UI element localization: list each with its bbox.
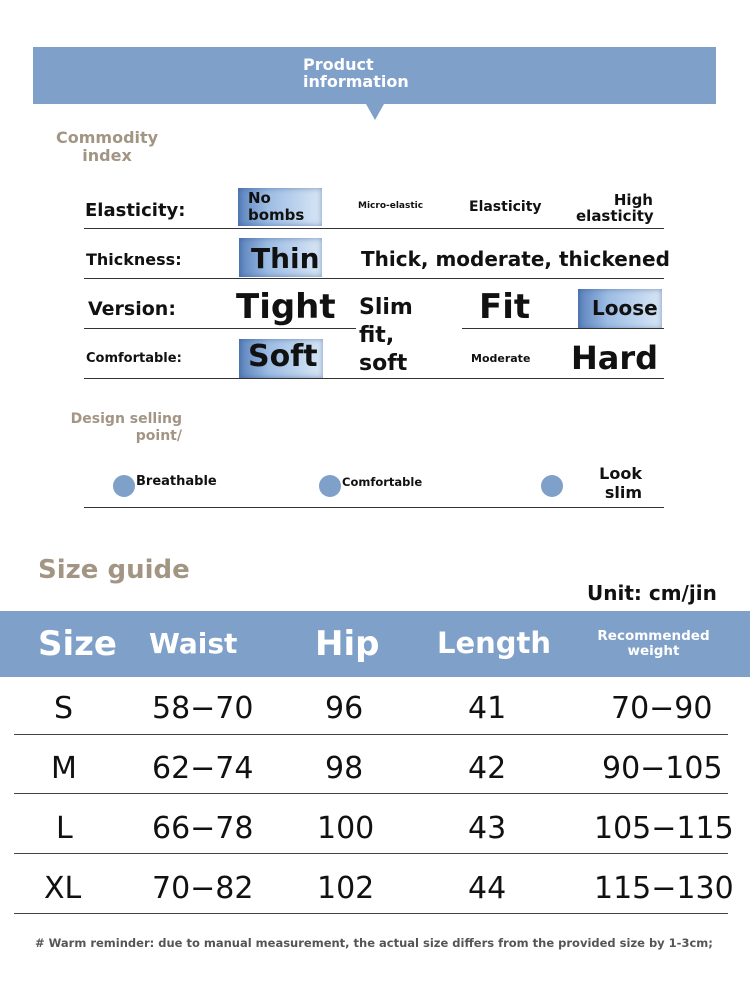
cell-hip-s: 96 bbox=[325, 691, 364, 726]
index-row-divider bbox=[84, 328, 356, 329]
thickness-option-thick: Thick, moderate, thickened bbox=[361, 247, 670, 271]
unit-label: Unit: cm/jin bbox=[587, 581, 717, 605]
cell-size-m: M bbox=[51, 751, 77, 786]
cell-weight-l: 105−115 bbox=[594, 811, 734, 846]
cell-length-xl: 44 bbox=[468, 871, 507, 906]
elasticity-option-no-bombs: No bombs bbox=[248, 189, 305, 224]
index-row-divider bbox=[462, 328, 664, 329]
cell-size-l: L bbox=[56, 811, 73, 846]
cell-size-xl: XL bbox=[44, 871, 82, 906]
elasticity-label: Elasticity: bbox=[85, 200, 186, 221]
warm-reminder: # Warm reminder: due to manual measurement, the actual size differs from the provided size by 1-3cm; bbox=[35, 936, 713, 950]
size-guide-title: Size guide bbox=[38, 555, 190, 585]
elasticity-option-elasticity: Elasticity bbox=[469, 199, 542, 215]
cell-size-s: S bbox=[54, 691, 74, 726]
index-row-divider bbox=[84, 278, 664, 279]
comfortable-option-hard: Hard bbox=[571, 339, 659, 377]
design-divider bbox=[84, 507, 664, 508]
selling-point-look-slim: Look slim bbox=[599, 464, 642, 502]
commodity-index-label: Commodity index bbox=[56, 128, 159, 165]
selling-point-comfortable: Comfortable bbox=[342, 475, 423, 489]
banner-pointer bbox=[366, 104, 384, 120]
cell-hip-m: 98 bbox=[325, 751, 364, 786]
breathable-dot bbox=[113, 475, 135, 497]
elasticity-option-high: High elasticity bbox=[576, 191, 654, 225]
cell-length-s: 41 bbox=[468, 691, 507, 726]
look-slim-dot bbox=[541, 475, 563, 497]
selling-point-breathable: Breathable bbox=[136, 474, 217, 489]
cell-weight-m: 90−105 bbox=[602, 751, 723, 786]
cell-weight-s: 70−90 bbox=[611, 691, 713, 726]
table-row-divider bbox=[14, 734, 728, 735]
version-option-fit: Fit bbox=[479, 287, 531, 327]
comfortable-dot bbox=[319, 475, 341, 497]
elasticity-option-micro-elastic: Micro-elastic bbox=[358, 201, 424, 211]
version-option-tight: Tight bbox=[236, 287, 336, 327]
table-row-divider bbox=[14, 793, 728, 794]
table-row-divider bbox=[14, 853, 728, 854]
cell-waist-l: 66−78 bbox=[152, 811, 254, 846]
thickness-option-thin: Thin bbox=[251, 242, 320, 275]
version-option-loose: Loose bbox=[592, 296, 658, 320]
cell-waist-m: 62−74 bbox=[152, 751, 254, 786]
comfortable-label: Comfortable: bbox=[86, 351, 182, 366]
banner-title: Product information bbox=[303, 55, 409, 91]
cell-waist-s: 58−70 bbox=[152, 691, 254, 726]
cell-hip-xl: 102 bbox=[317, 871, 375, 906]
thickness-label: Thickness: bbox=[86, 250, 182, 269]
index-row-divider bbox=[84, 378, 664, 379]
table-row-divider bbox=[14, 913, 728, 914]
index-row-divider bbox=[84, 228, 664, 229]
col-hip: Hip bbox=[315, 624, 380, 664]
col-size: Size bbox=[38, 624, 117, 664]
col-length: Length bbox=[437, 626, 552, 660]
col-waist: Waist bbox=[149, 627, 238, 660]
cell-waist-xl: 70−82 bbox=[152, 871, 254, 906]
version-option-slim-fit-soft: Slim fit, soft bbox=[359, 295, 413, 376]
col-recommended-weight: Recommended weight bbox=[597, 628, 710, 659]
cell-hip-l: 100 bbox=[317, 811, 375, 846]
cell-weight-xl: 115−130 bbox=[594, 871, 734, 906]
comfortable-option-soft: Soft bbox=[248, 339, 318, 374]
design-selling-point-label: Design selling point/ bbox=[70, 411, 182, 444]
cell-length-l: 43 bbox=[468, 811, 507, 846]
cell-length-m: 42 bbox=[468, 751, 507, 786]
version-label: Version: bbox=[88, 298, 176, 320]
comfortable-option-moderate: Moderate bbox=[471, 352, 531, 365]
